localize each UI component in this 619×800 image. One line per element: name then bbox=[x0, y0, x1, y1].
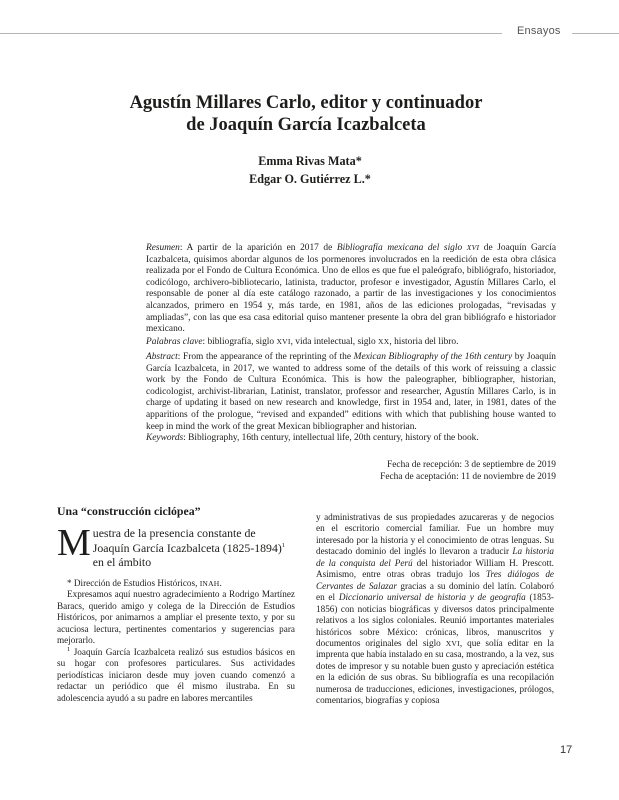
abstract-label: Abstract bbox=[146, 352, 178, 362]
cited-work-title: Mexican Bibliography of the 16th century bbox=[353, 352, 513, 362]
body-paragraph: y administrativas de sus propiedades azucareras y de negocios en el escritorio comercial familiar. Fue un hombre muy interesado por la historia y el conocimiento de otras lenguas. Su destacado dominio del inglés lo llevaron a traducir La historia de la conquista del Perú del historiador William H. Prescott. Asimismo, entre otras obras tradujo los Tres diálogos de Cervantes de Salazar gracias a su dominio del latín. Colaboró en el Diccionario universal de historia y de geografía (1853-1856) con noticias biográficas y diversos datos principalmente relativos a los siglos coloniales. Reunió importantes materiales históricos sobre México: crónicas, libros, manuscritos y documentos originales del siglo XVI, que solía editar en la imprenta que había instalado en su casa, mostrando, a la vez, sus dotes de impresor y su notable buen gusto y apreciación estética en la edición de sus obras. Su bibliografía es una recopilación numerosa de traducciones, ediciones, investigaciones, prólogos, comentarios, biografías y copiosa bbox=[316, 512, 554, 706]
cited-work-title: Tres diálogos de Cervantes de Salazar bbox=[316, 569, 554, 591]
abstract-english bbox=[146, 352, 556, 445]
keywords-label: Keywords bbox=[146, 433, 184, 444]
abstract-english-body: Abstract: From the appearance of the reprinting of the Mexican Bibliography of the 16th century by Joaquín García Icazbalceta, in 2017, we wanted to address some of the details of this work of reissuing a classic work by the Fondo de Cultura Económica. This is how the paleographer, bibliographer, historian, codicologist, archivist-librarian, Latinist, translator, professor and researcher, Agustín Millares Carlo, is in charge of updating it based on new research and knowledge, first in 1954 and, later, in 1981, dates of the apparitions of the prologue, “revised and expanded” editions with which that publishing house wanted to keep in mind the work of the great Mexican bibliographer and historian. bbox=[146, 352, 556, 432]
drop-cap: M bbox=[57, 522, 91, 564]
author-list bbox=[200, 152, 420, 188]
keywords-english: Keywords: Bibliography, 16th century, intellectual life, 20th century, history of the book. bbox=[146, 433, 479, 444]
keywords-label: Palabras clave bbox=[146, 336, 203, 347]
lead-paragraph: Muestra de la presencia constante de Joaquín García Icazbalceta (1825-1894)$^1$ en el ámbito bbox=[57, 522, 286, 569]
cited-work-title: La historia de la conquista del Perú bbox=[316, 546, 554, 568]
submission-dates bbox=[340, 460, 556, 483]
cited-work-title: Bibliografía mexicana del siglo bbox=[336, 243, 463, 253]
page-number: 17 bbox=[560, 744, 573, 756]
running-head bbox=[0, 19, 619, 47]
header-rule-right bbox=[572, 33, 619, 34]
author-1: Emma Rivas Mata* bbox=[258, 154, 362, 168]
footnote-ref: 1 bbox=[281, 541, 286, 549]
abstract-spanish bbox=[146, 242, 556, 348]
author-2: Edgar O. Gutiérrez L.* bbox=[249, 172, 371, 186]
affiliation-note: * Dirección de Estudios Históricos, INAH. bbox=[67, 578, 222, 588]
acknowledgement-note: Expresamos aquí nuestro agradecimiento a Rodrigo Martínez Baracs, querido amigo y colega de la Dirección de Estudios Históricos, por animarnos a ampliar el presente texto, y por su acuciosa lectura, pertinentes comentarios y sugerencias para mejorarlo. bbox=[57, 589, 295, 646]
keywords-spanish: Palabras clave: bibliografía, siglo XVI, vida intelectual, siglo XX, historia del libro. bbox=[146, 336, 459, 347]
footnote-1: $^1$ Joaquín García Icazbalceta realizó sus estudios básicos en su hogar con profesores particulares. Sus actividades periodísticas iniciaron desde muy joven cuando comenzó a redactar un periódico que él mismo ilustraba. En su adolescencia ayudó a su padre en labores mercantiles bbox=[57, 645, 295, 703]
article-title bbox=[100, 92, 512, 136]
abstract-label: Resumen bbox=[146, 243, 180, 253]
header-rule-left bbox=[0, 33, 502, 34]
section-label: Ensayos bbox=[517, 25, 561, 37]
abstract-spanish-body: Resumen: A partir de la aparición en 2017 de Bibliografía mexicana del siglo XVI de Joaquín García Icazbalceta, quisimos abordar algunos de los pormenores involucrados en la reedición de esta obra clásica realizada por el Fondo de Cultura Económica. Uno de ellos es que fue el paleógrafo, bibliógrafo, historiador, codicólogo, archivero-bibliotecario, latinista, traductor, profesor e investigador, Agustín Millares Carlo, el responsable de poner al día este catálogo razonado, a partir de las investigaciones y los conocimientos alcanzados, primero en 1954 y, más tarde, en 1981, años de las ediciones prologadas, “revisadas y ampliadas”, con las que esa casa editorial quiso mantener presente la obra del gran bibliógrafo e historiador mexicano. bbox=[146, 243, 556, 335]
title-line-2: de Joaquín García Icazbalceta bbox=[186, 115, 426, 135]
body-column-right bbox=[316, 512, 554, 707]
section-heading: Una “construcción ciclópea” bbox=[57, 504, 201, 518]
received-date: Fecha de recepción: 3 de septiembre de 2019 bbox=[387, 460, 556, 470]
accepted-date: Fecha de aceptación: 11 de noviembre de 2019 bbox=[380, 471, 556, 482]
title-line-1: Agustín Millares Carlo, editor y continuador bbox=[129, 93, 483, 113]
cited-work-title: Diccionario universal de historia y de geografía bbox=[338, 592, 526, 603]
footnotes bbox=[57, 578, 295, 704]
